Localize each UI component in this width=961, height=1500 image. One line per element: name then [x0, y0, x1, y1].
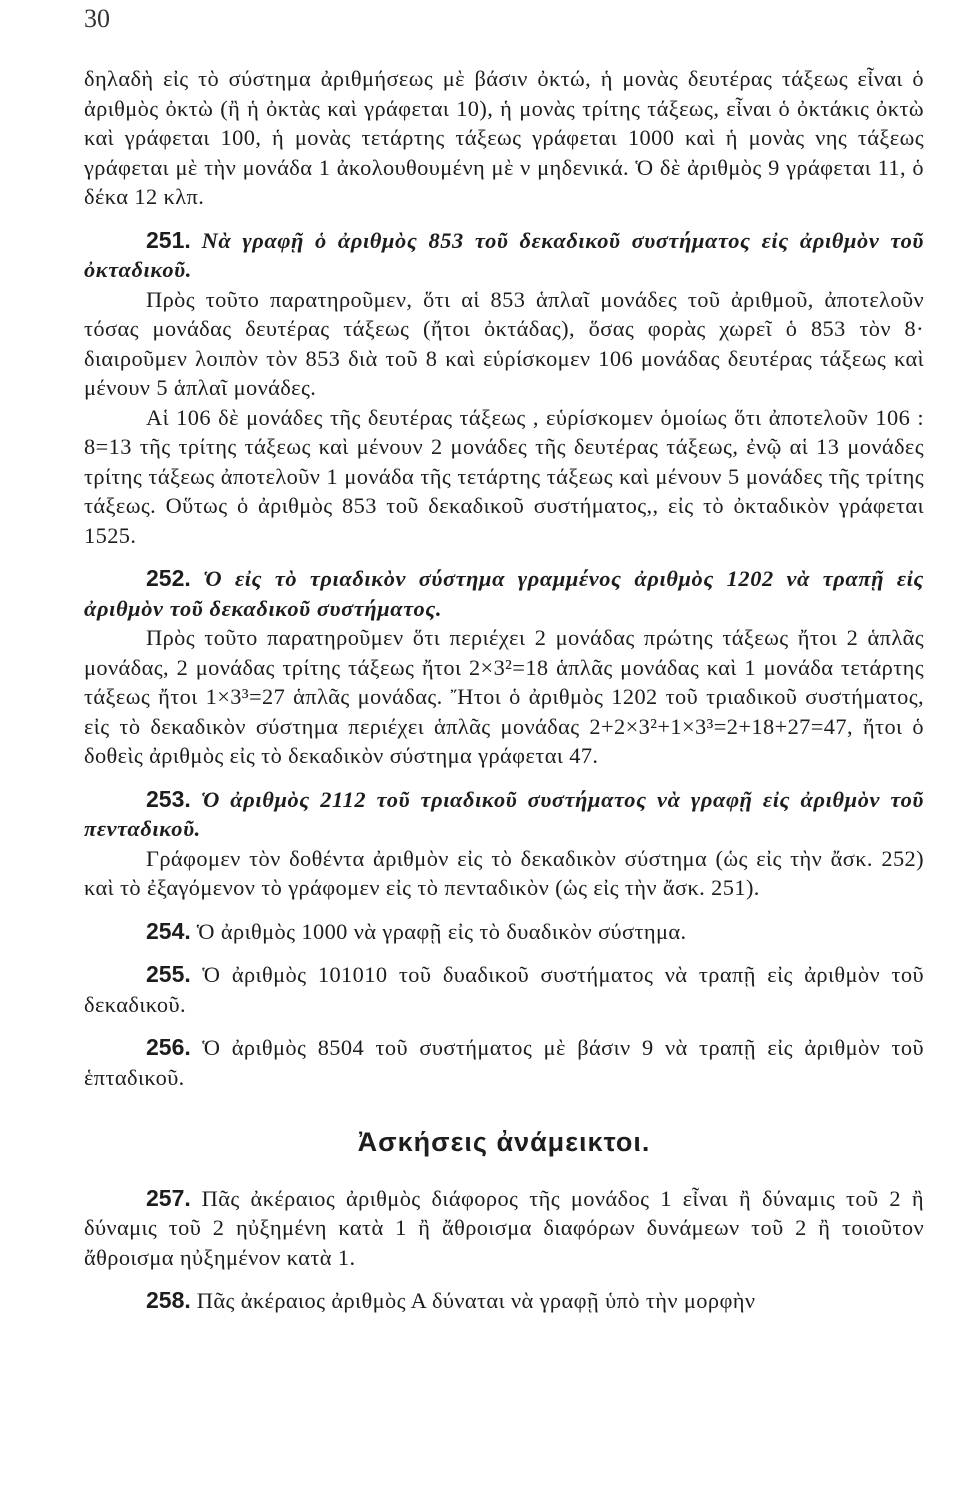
intro-paragraph: δηλαδὴ εἰς τὸ σύστημα ἀριθμήσεως μὲ βάσιν ὀκτώ, ἡ μονὰς δευτέρας τάξεως εἶναι ὁ ἀριθμὸς ὀκτὼ (ἢ ἡ ὀκτὰς καὶ γράφεται 10), ἡ μονὰς τρίτης τάξεως, εἶναι ὁ ὀκτάκις ὀκτὼ καὶ γράφεται 100, ἡ μονὰς τετάρτης τάξεως γράφεται 1000 καὶ ἡ μονὰς νης τάξεως γράφεται μὲ τὴν μονάδα 1 ἀκολουθουμένη μὲ ν μηδενικά. Ὁ δὲ ἀριθμὸς 9 γράφεται 11, ὁ δέκα 12 κλπ. [84, 66, 924, 209]
exercise-paragraph: Αἱ 106 δὲ μονάδες τῆς δευτέρας τάξεως , εὑρίσκομεν ὁμοίως ὅτι ἀποτελοῦν 106 : 8=13 τῆς τρίτης τάξεως καὶ μένουν 2 μονάδες τῆς δευτέρας τάξεως, ἐνῷ αἱ 13 μονάδες τρίτης τάξεως ἀποτελοῦν 1 μονάδα τῆς τετάρτης τάξεως καὶ μένουν 5 μονάδες τῆς τρίτης τάξεως. Οὕτως ὁ ἀριθμὸς 853 τοῦ δεκαδικοῦ συστήματος,, εἰς τὸ ὀκταδικὸν γράφεται 1525. [84, 404, 924, 548]
exercise-253 [84, 785, 924, 903]
exercise-257 [84, 1184, 924, 1273]
exercise-number: 251. [146, 226, 191, 253]
exercise-252 [84, 564, 924, 771]
page-number: 30 [84, 4, 110, 33]
exercise-number: 255. [146, 961, 191, 987]
exercise-258 [84, 1286, 924, 1316]
exercise-paragraph: Γράφομεν τὸν δοθέντα ἀριθμὸν εἰς τὸ δεκαδικὸν σύστημα (ὡς εἰς τὴν ἄσκ. 252) καὶ τὸ ἐξαγόμενον τὸ γράφομεν εἰς τὸ πενταδικὸν (ὡς εἰς τὴν ἄσκ. 251). [84, 845, 924, 900]
section-heading: Ἀσκήσεις ἀνάμεικτοι. [357, 1127, 651, 1157]
exercise-text: Ὁ ἀριθμὸς 101010 τοῦ δυαδικοῦ συστήματος νὰ τραπῇ εἰς ἀριθμὸν τοῦ δεκαδικοῦ. [84, 962, 924, 1017]
page-body [84, 64, 924, 1316]
exercise-title: Ὁ εἰς τὸ τριαδικὸν σύστημα γραμμένος ἀριθμὸς 1202 νὰ τραπῇ εἰς ἀριθμὸν τοῦ δεκαδικοῦ συστήματος. [84, 566, 925, 621]
exercise-title: Νὰ γραφῇ ὁ ἀριθμὸς 853 τοῦ δεκαδικοῦ συστήματος εἰς ἀριθμὸν τοῦ ὀκταδικοῦ. [84, 227, 924, 282]
exercise-256 [84, 1033, 924, 1092]
exercise-text: Πᾶς ἀκέραιος ἀριθμὸς διάφορος τῆς μονάδος 1 εἶναι ἢ δύναμις τοῦ 2 ἢ δύναμις τοῦ 2 ηὐξημένη κατὰ 1 ἢ ἄθροισμα διαφόρων δυνάμεων τοῦ 2 ἢ τοιοῦτον ἄθροισμα ηὐξημένον κατὰ 1. [84, 1185, 925, 1270]
exercise-paragraph: Πρὸς τοῦτο παρατηροῦμεν ὅτι περιέχει 2 μονάδας πρώτης τάξεως ἤτοι 2 ἁπλᾶς μονάδας, 2 μονάδας τρίτης τάξεως ἤτοι 2×3²=18 ἁπλᾶς μονάδας καὶ 1 μονάδα τετάρτης τάξεως ἤτοι 1×3³=27 ἁπλᾶς μονάδας. Ἤτοι ὁ ἀριθμὸς 1202 τοῦ τριαδικοῦ συστήματος, εἰς τὸ δεκαδικὸν σύστημα περιέχει ἁπλᾶς μονάδας 2+2×3²+1×3³=2+18+27=47, ἤτοι ὁ δοθεὶς ἀριθμὸς εἰς τὸ δεκαδικὸν σύστημα γράφεται 47. [84, 625, 924, 768]
exercise-text: Πᾶς ἀκέραιος ἀριθμὸς Α δύναται νὰ γραφῇ ὑπὸ τὴν μορφὴν [196, 1288, 756, 1313]
exercise-paragraph: Πρὸς τοῦτο παρατηροῦμεν, ὅτι αἱ 853 ἁπλαῖ μονάδες τοῦ ἀριθμοῦ, ἀποτελοῦν τόσας μονάδας δευτέρας τάξεως (ἤτοι ὀκτάδας), ὅσας φορὰς χωρεῖ ὁ 853 τὸν 8· διαιροῦμεν λοιπὸν τὸν 853 διὰ τοῦ 8 καὶ εὑρίσκομεν 106 μονάδας δευτέρας τάξεως καὶ μένουν 5 ἁπλαῖ μονάδες. [84, 286, 924, 400]
exercise-number: 256. [146, 1034, 191, 1060]
exercise-251 [84, 226, 924, 551]
exercise-title: Ὁ ἀριθμὸς 2112 τοῦ τριαδικοῦ συστήματος νὰ γραφῇ εἰς ἀριθμὸν τοῦ πενταδικοῦ. [84, 786, 924, 841]
exercise-number: 254. [146, 917, 191, 944]
exercise-254 [84, 917, 924, 947]
exercise-number: 253. [146, 785, 191, 812]
exercise-number: 252. [146, 565, 191, 591]
exercise-number: 257. [146, 1184, 191, 1211]
exercise-255 [84, 960, 924, 1019]
exercise-text: Ὁ ἀριθμὸς 1000 νὰ γραφῇ εἰς τὸ δυαδικὸν σύστημα. [196, 918, 687, 944]
exercise-number: 258. [146, 1287, 191, 1313]
exercise-text: Ὁ ἀριθμὸς 8504 τοῦ συστήματος μὲ βάσιν 9 νὰ τραπῇ εἰς ἀριθμὸν τοῦ ἑπταδικοῦ. [84, 1035, 925, 1090]
